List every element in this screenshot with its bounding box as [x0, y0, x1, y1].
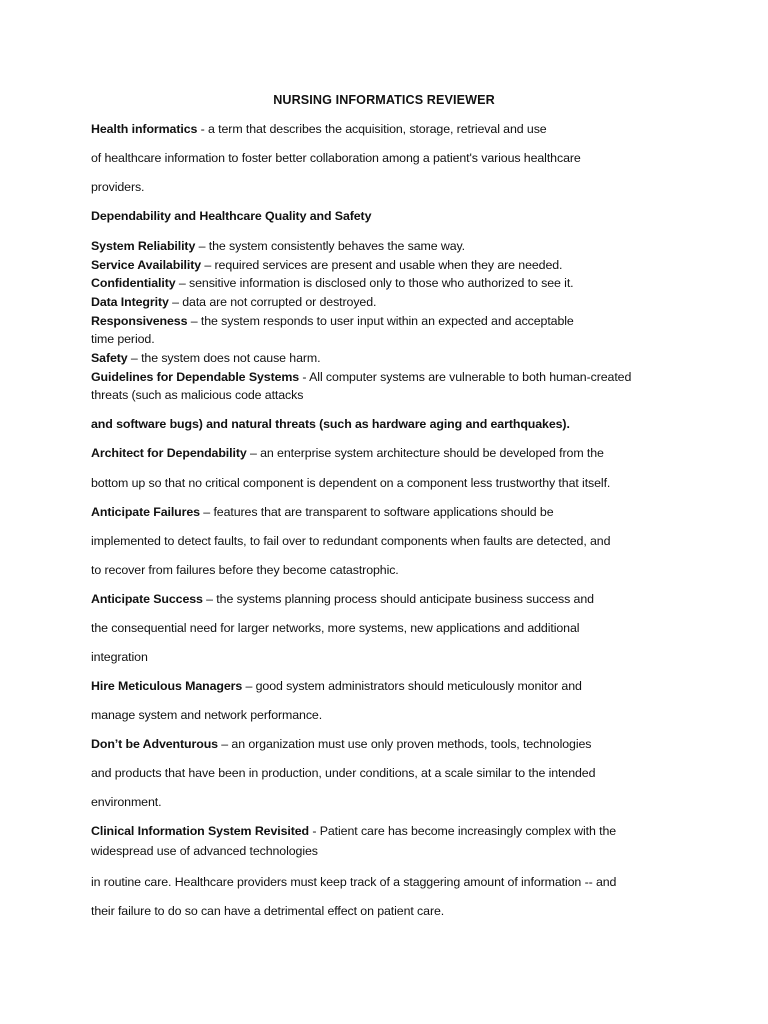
- document-line: [91, 843, 318, 859]
- line-term: System Reliability: [91, 239, 196, 253]
- line-text: of healthcare information to foster better collaboration among a patient's various healthcare: [91, 151, 581, 165]
- line-term: and software bugs) and natural threats (such as hardware aging and earthquakes).: [91, 417, 570, 431]
- document-line: [91, 765, 595, 781]
- line-term: Anticipate Success: [91, 592, 203, 606]
- line-term: Dependability and Healthcare Quality and Safety: [91, 209, 372, 223]
- line-text: – required services are present and usable when they are needed.: [201, 258, 563, 272]
- document-line: [91, 591, 594, 607]
- line-term: Don’t be Adventurous: [91, 737, 218, 751]
- document-line: [91, 620, 579, 636]
- line-text: their failure to do so can have a detrimental effect on patient care.: [91, 904, 445, 918]
- line-text: - Patient care has become increasingly complex with the: [309, 824, 617, 838]
- line-text: – data are not corrupted or destroyed.: [168, 295, 377, 309]
- document-line: [91, 903, 444, 919]
- line-text: widespread use of advanced technologies: [91, 844, 318, 858]
- line-term: Health informatics: [91, 122, 198, 136]
- document-title: NURSING INFORMATICS REVIEWER: [273, 93, 495, 107]
- document-line: [91, 533, 610, 549]
- document-line: [91, 794, 161, 810]
- line-text: – sensitive information is disclosed only to those who authorized to see it.: [175, 276, 574, 290]
- line-text: - All computer systems are vulnerable to both human-created: [299, 370, 632, 384]
- line-text: time period.: [91, 332, 155, 346]
- document-line: [91, 350, 320, 366]
- line-text: – the system responds to user input within an expected and acceptable: [187, 314, 574, 328]
- line-text: – an enterprise system architecture should be developed from the: [246, 446, 604, 460]
- document-line: [91, 331, 155, 347]
- document-line: [91, 313, 574, 329]
- line-term: Clinical Information System Revisited: [91, 824, 310, 838]
- line-text: the consequential need for larger networks, more systems, new applications and additional: [91, 621, 580, 635]
- line-text: - a term that describes the acquisition, storage, retrieval and use: [197, 122, 547, 136]
- document-line: [91, 387, 303, 403]
- line-term: Hire Meticulous Managers: [91, 679, 243, 693]
- line-text: – the system consistently behaves the same way.: [195, 239, 466, 253]
- line-text: implemented to detect faults, to fail over to redundant components when faults are detected, and: [91, 534, 611, 548]
- line-text: – the systems planning process should anticipate business success and: [202, 592, 594, 606]
- document-line: [91, 562, 399, 578]
- line-text: – good system administrators should meticulously monitor and: [242, 679, 582, 693]
- line-text: and products that have been in production, under conditions, at a scale similar to the intended: [91, 766, 596, 780]
- line-term: Service Availability: [91, 258, 202, 272]
- document-line: [91, 649, 148, 665]
- line-text: integration: [91, 650, 148, 664]
- document-line: [91, 874, 616, 890]
- document-line: [91, 369, 631, 385]
- line-term: Anticipate Failures: [91, 505, 200, 519]
- line-text: manage system and network performance.: [91, 708, 323, 722]
- line-term: Guidelines for Dependable Systems: [91, 370, 300, 384]
- line-text: environment.: [91, 795, 162, 809]
- document-line: [91, 150, 581, 166]
- document-line: [91, 445, 604, 461]
- document-line: [91, 179, 144, 195]
- line-text: – the system does not cause harm.: [127, 351, 321, 365]
- document-line: [91, 823, 616, 839]
- line-term: Data Integrity: [91, 295, 169, 309]
- line-text: providers.: [91, 180, 145, 194]
- line-term: Architect for Dependability: [91, 446, 247, 460]
- line-text: to recover from failures before they become catastrophic.: [91, 563, 399, 577]
- document-line: [91, 475, 610, 491]
- document-line: [91, 257, 562, 273]
- line-text: threats (such as malicious code attacks: [91, 388, 304, 402]
- line-text: – features that are transparent to software applications should be: [199, 505, 554, 519]
- line-text: bottom up so that no critical component is dependent on a component less trustworthy that itself.: [91, 476, 611, 490]
- document-line: [91, 707, 322, 723]
- document-line: [91, 416, 570, 432]
- line-text: – an organization must use only proven methods, tools, technologies: [217, 737, 592, 751]
- document-line: [91, 294, 376, 310]
- document-line: [91, 736, 591, 752]
- document-line: [91, 238, 465, 254]
- line-term: Responsiveness: [91, 314, 188, 328]
- line-term: Safety: [91, 351, 128, 365]
- line-term: Confidentiality: [91, 276, 176, 290]
- document-line: [91, 208, 371, 224]
- document-line: [91, 275, 574, 291]
- document-line: [91, 678, 582, 694]
- document-line: [91, 121, 547, 137]
- document-line: [91, 504, 554, 520]
- line-text: in routine care. Healthcare providers must keep track of a staggering amount of information -- and: [91, 875, 617, 889]
